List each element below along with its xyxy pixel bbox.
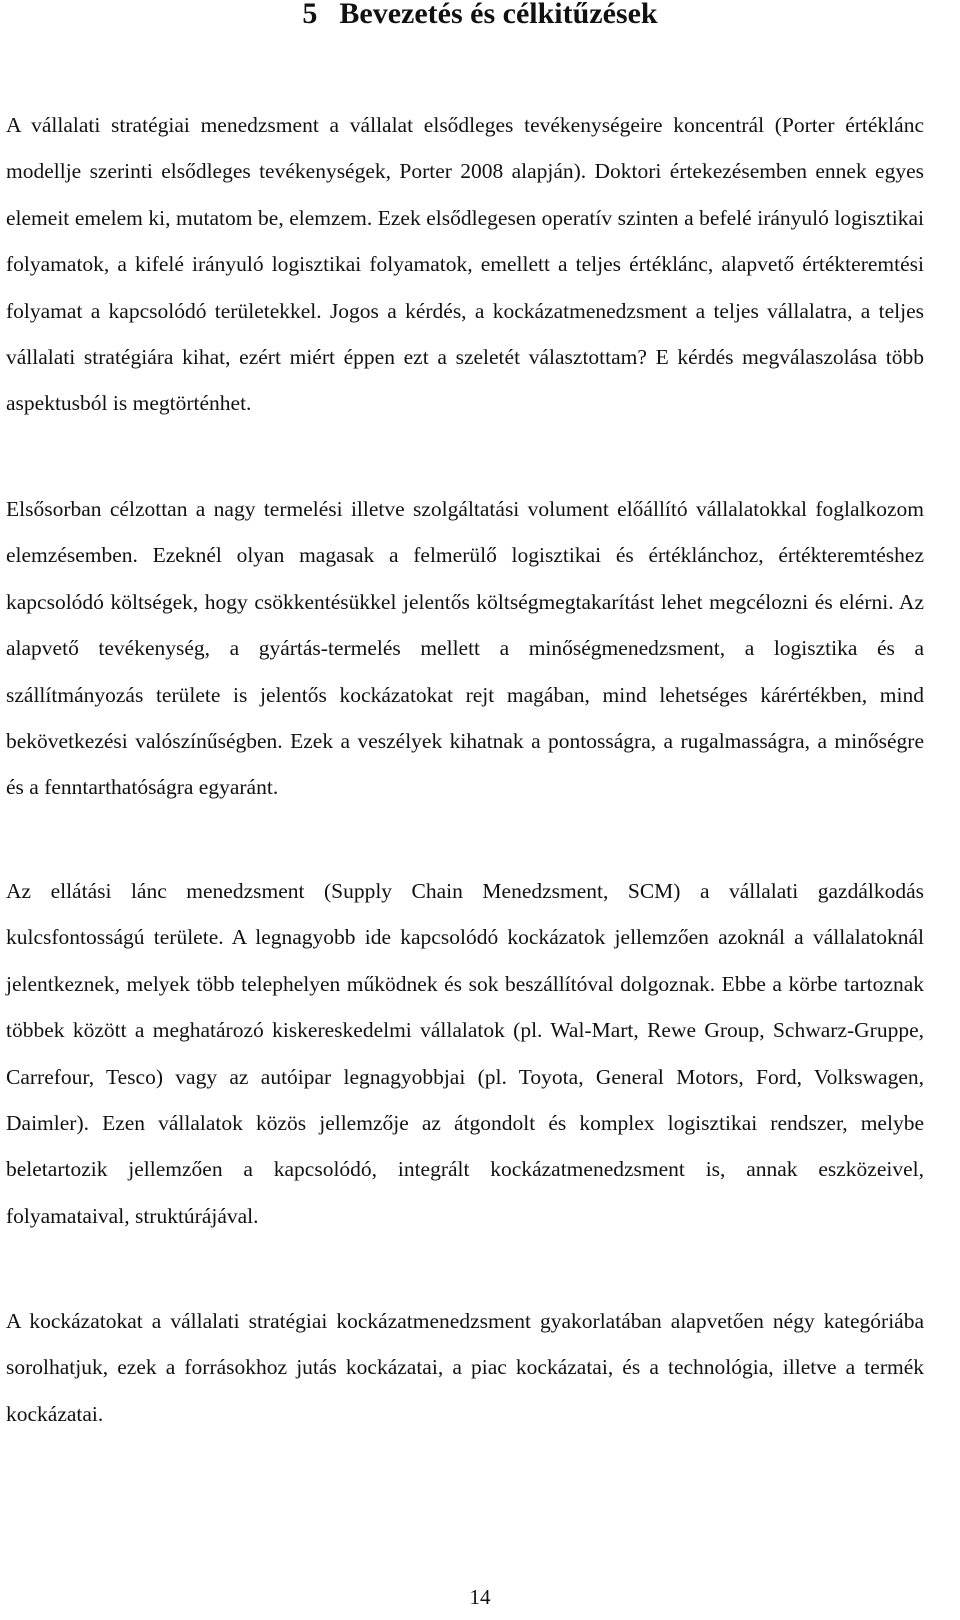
paragraph-supply-chain: Az ellátási lánc menedzsment (Supply Chain Menedzsment, SCM) a vállalati gazdálkodás kulcsfontosságú területe. A legnagyobb ide kapcsolódó kockázatok jellemzően azoknál a vállalatoknál jelentkeznek, melyek több telephelyen működnek és sok beszállítóval dolgoznak. Ebbe a körbe tartoznak többek között a meghatározó kiskereskedelmi vállalatok (pl. Wal-Mart, Rewe Group, Schwarz-Gruppe, Carrefour, Tesco) vagy az autóipar legnagyobbjai (pl. Toyota, General Motors, Ford, Volkswagen, Daimler). Ezen vállalatok közös jellemzője az átgondolt és komplex logisztikai rendszer, melybe beletartozik jellemzően a kapcsolódó, integrált kockázatmenedzsment is, annak eszközeivel, folyamataival, struktúrájával. [6, 879, 924, 1228]
paragraph-target-companies: Elsősorban célzottan a nagy termelési illetve szolgáltatási volument előállító vállalatokkal foglalkozom elemzésemben. Ezeknél olyan magasak a felmerülő logisztikai és értéklánchoz, értékteremtéshez kapcsolódó költségek, hogy csökkentésükkel jelentős költségmegtakarítást lehet megcélozni és elérni. Az alapvető tevékenység, a gyártás-termelés mellett a minőségmenedzsment, a logisztika és a szállítmányozás területe is jelentős kockázatokat rejt magában, mind lehetséges kárértékben, mind bekövetkezési valószínűségben. Ezek a veszélyek kihatnak a pontosságra, a rugalmasságra, a minőségre és a fenntarthatóságra egyaránt. [6, 497, 924, 800]
page-number: 14 [469, 1585, 491, 1609]
paragraph-strategic-management: A vállalati stratégiai menedzsment a vállalat elsődleges tevékenységeire koncentrál (Porter értéklánc modellje szerinti elsődleges tevékenységek, Porter 2008 alapján). Doktori értekezésemben ennek egyes elemeit emelem ki, mutatom be, elemzem. Ezek elsődlegesen operatív szinten a befelé irányuló logisztikai folyamatok, a kifelé irányuló logisztikai folyamatok, emellett a teljes értéklánc, alapvető értékteremtési folyamat a kapcsolódó területekkel. Jogos a kérdés, a kockázatmenedzsment a teljes vállalatra, a teljes vállalati stratégiára kihat, ezért miért éppen ezt a szeletét választottam? E kérdés megválaszolása több aspektusból is megtörténhet. [6, 113, 924, 416]
chapter-heading [0, 0, 960, 34]
paragraph-risk-categories: A kockázatokat a vállalati stratégiai kockázatmenedzsment gyakorlatában alapvetően négy kategóriába sorolhatjuk, ezek a forrásokhoz jutás kockázatai, a piac kockázatai, és a technológia, illetve a termék kockázatai. [6, 1309, 924, 1426]
chapter-number: 5 [302, 0, 318, 30]
chapter-title: Bevezetés és célkitűzések [339, 0, 658, 30]
